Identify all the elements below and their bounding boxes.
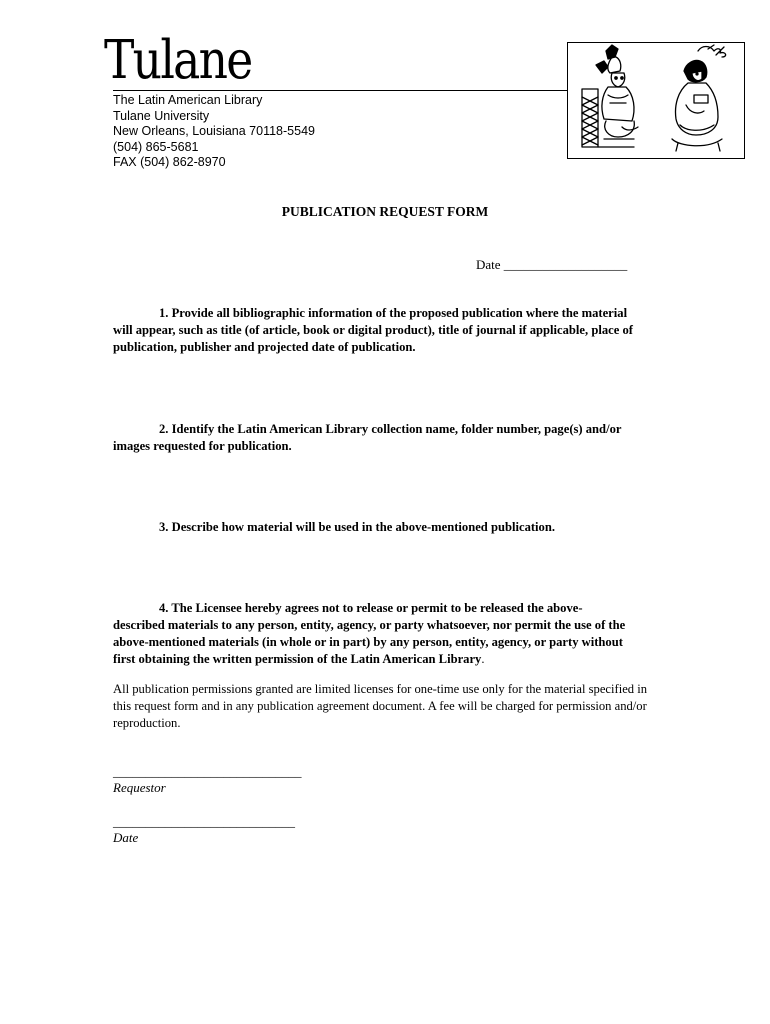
requestor-label: Requestor <box>113 780 166 795</box>
header-rule <box>113 90 568 91</box>
address-line-university: Tulane University <box>113 108 210 123</box>
address-line-phone: (504) 865-5681 <box>113 139 199 154</box>
signature-date-label: Date <box>113 830 139 845</box>
question-2-collection-details: 2. Identify the Latin American Library collection name, folder number, page(s) and/or images requested for publication. <box>113 422 622 453</box>
maya-figures-icon <box>568 43 746 160</box>
permissions-note: All publication permissions granted are limited licenses for one-time use only for the material specified in this request form and in any publication agreement document. A fee will be charged for permission and/or reproduction. <box>113 682 648 730</box>
question-4-licensee-agreement <box>113 600 633 668</box>
licensee-agreement-text: 4. The Licensee hereby agrees not to release or permit to be released the above-described materials to any person, entity, agency, or party whatsoever, nor permit the use of the above-mentioned materials (in whole or in part) by any person, entity, agency, or party without first obtaining the written permission of the Latin American Library <box>113 601 626 666</box>
address-line-city: New Orleans, Louisiana 70118-5549 <box>113 124 315 139</box>
maya-figures-illustration <box>567 42 745 159</box>
date-field[interactable]: Date ___________________ <box>476 257 628 272</box>
address-line-fax: FAX (504) 862-8970 <box>113 155 226 170</box>
form-title: PUBLICATION REQUEST FORM <box>281 204 489 219</box>
licensee-agreement-period: . <box>481 652 485 666</box>
library-address <box>113 93 315 171</box>
question-3-material-use: 3. Describe how material will be used in the above-mentioned publication. <box>159 520 556 534</box>
signature-date-line[interactable]: ____________________________ <box>113 814 295 829</box>
tulane-logo: Tulane <box>104 30 252 91</box>
address-line-library: The Latin American Library <box>113 93 263 107</box>
question-1-bibliographic-info: 1. Provide all bibliographic information of the proposed publication where the material will appear, such as title (of article, book or digital product), title of journal if applicable, place of publication, publisher and projected date of publication. <box>113 306 633 354</box>
requestor-signature-line[interactable]: _____________________________ <box>113 764 302 779</box>
